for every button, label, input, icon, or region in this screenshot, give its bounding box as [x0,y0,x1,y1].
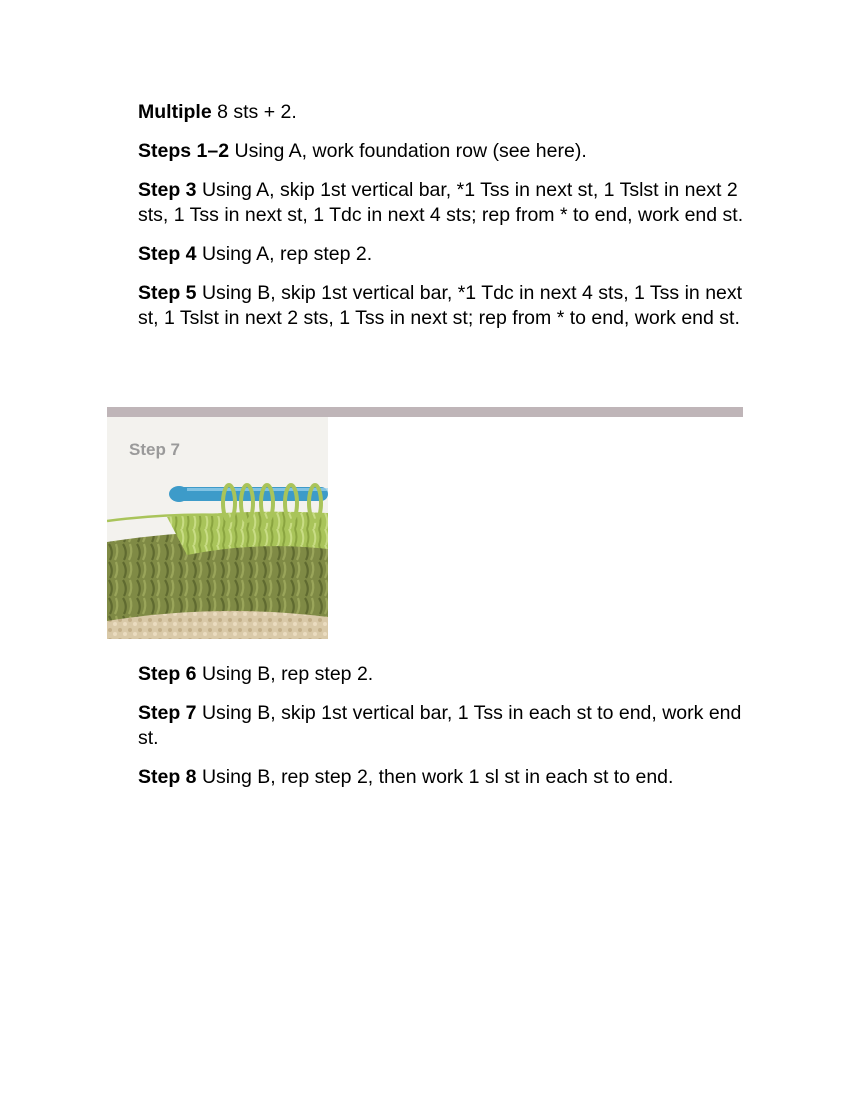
step-paragraph-multiple [138,100,750,125]
step-text: 8 sts + 2. [211,101,297,123]
hook-highlight [187,488,328,491]
step-label: Step 4 [138,243,197,265]
step-text: Using A, rep step 2. [196,243,373,265]
step-text: Using B, rep step 2. [196,663,374,685]
photo-caption: Step 7 [129,440,181,459]
step-text: Using B, skip 1st vertical bar, 1 Tss in each st to end, work end st. [138,702,742,749]
step-paragraph-4 [138,242,750,267]
hook-tip [169,486,189,502]
step-label: Step 8 [138,766,197,788]
step-label: Step 3 [138,179,197,201]
step-text: Using B, rep step 2, then work 1 sl st in each st to end. [196,766,674,788]
step-text: Using A, work foundation row (see here). [229,140,587,162]
instructions-top [138,100,750,345]
step-text: Using A, skip 1st vertical bar, *1 Tss in next st, 1 Tslst in next 2 sts, 1 Tss in next st, 1 Tdc in next 4 sts; rep from * to end, work end st. [138,179,744,226]
step-paragraph-6 [138,662,750,687]
step-label: Step 5 [138,282,197,304]
step-paragraph-1-2 [138,139,750,164]
step-label: Step 6 [138,663,197,685]
step-paragraph-7 [138,701,750,751]
step-paragraph-3 [138,178,750,228]
step-paragraph-8 [138,765,750,790]
crochet-photo-illustration [107,417,328,639]
step-text: Using B, skip 1st vertical bar, *1 Tdc in next 4 sts, 1 Tss in next st, 1 Tslst in next 2 sts, 1 Tss in next st; rep from * to end, work end st. [138,282,743,329]
instructions-bottom [138,662,750,804]
step-paragraph-5 [138,281,750,331]
section-divider [107,407,743,417]
step-7-photo [107,417,328,639]
step-label: Step 7 [138,702,197,724]
step-label: Multiple [138,101,212,123]
step-label: Steps 1–2 [138,140,230,162]
